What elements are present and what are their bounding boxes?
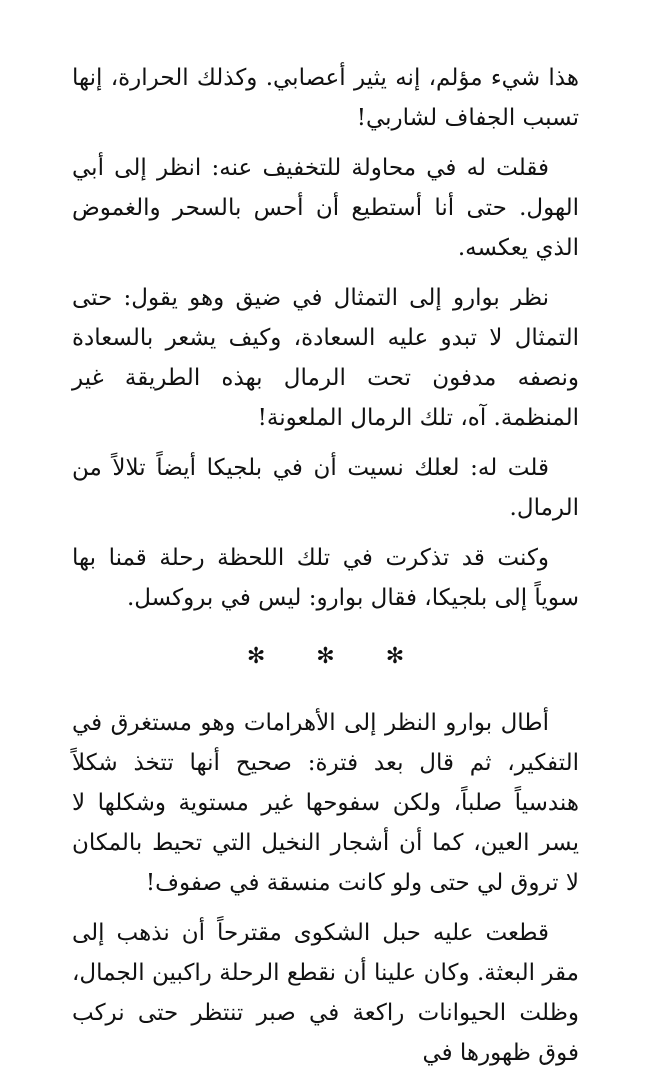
- paragraph-2: فقلت له في محاولة للتخفيف عنه: انظر إلى أبي الهول. حتى أنا أستطيع أن أحس بالسحر والغموض الذي يعكسه.: [72, 155, 579, 261]
- paragraph-6: أطال بوارو النظر إلى الأهرامات وهو مستغرق في التفكير، ثم قال بعد فترة: صحيح أنها تتخذ شكلاً هندسياً صلباً، ولكن سفوحها غير مستوية وشكلها لا يسر العين، كما أن أشجار النخيل التي تحيط بالمكان لا تروق لي حتى ولو كانت منسقة في صفوف!: [72, 710, 579, 896]
- section-separator: ✻ ✻ ✻: [246, 644, 427, 669]
- paragraph-7: قطعت عليه حبل الشكوى مقترحاً أن نذهب إلى مقر البعثة. وكان علينا أن نقطع الرحلة راكبين الجمال، وظلت الحيوانات راكعة في صبر تنتظر حتى نركب فوق ظهورها في: [72, 920, 579, 1066]
- paragraph-3: نظر بوارو إلى التمثال في ضيق وهو يقول: حتى التمثال لا تبدو عليه السعادة، وكيف يشعر بالسعادة ونصفه مدفون تحت الرمال بهذه الطريقة غير المنظمة. آه، تلك الرمال الملعونة!: [72, 285, 579, 431]
- paragraph-4: قلت له: لعلك نسيت أن في بلجيكا أيضاً تلالاً من الرمال.: [72, 455, 579, 521]
- paragraph-5: وكنت قد تذكرت في تلك اللحظة رحلة قمنا بها سوياً إلى بلجيكا، فقال بوارو: ليس في بروكسل.: [72, 545, 579, 611]
- paragraph-1: هذا شيء مؤلم، إنه يثير أعصابي. وكذلك الحرارة، إنها تسبب الجفاف لشاربي!: [72, 65, 579, 131]
